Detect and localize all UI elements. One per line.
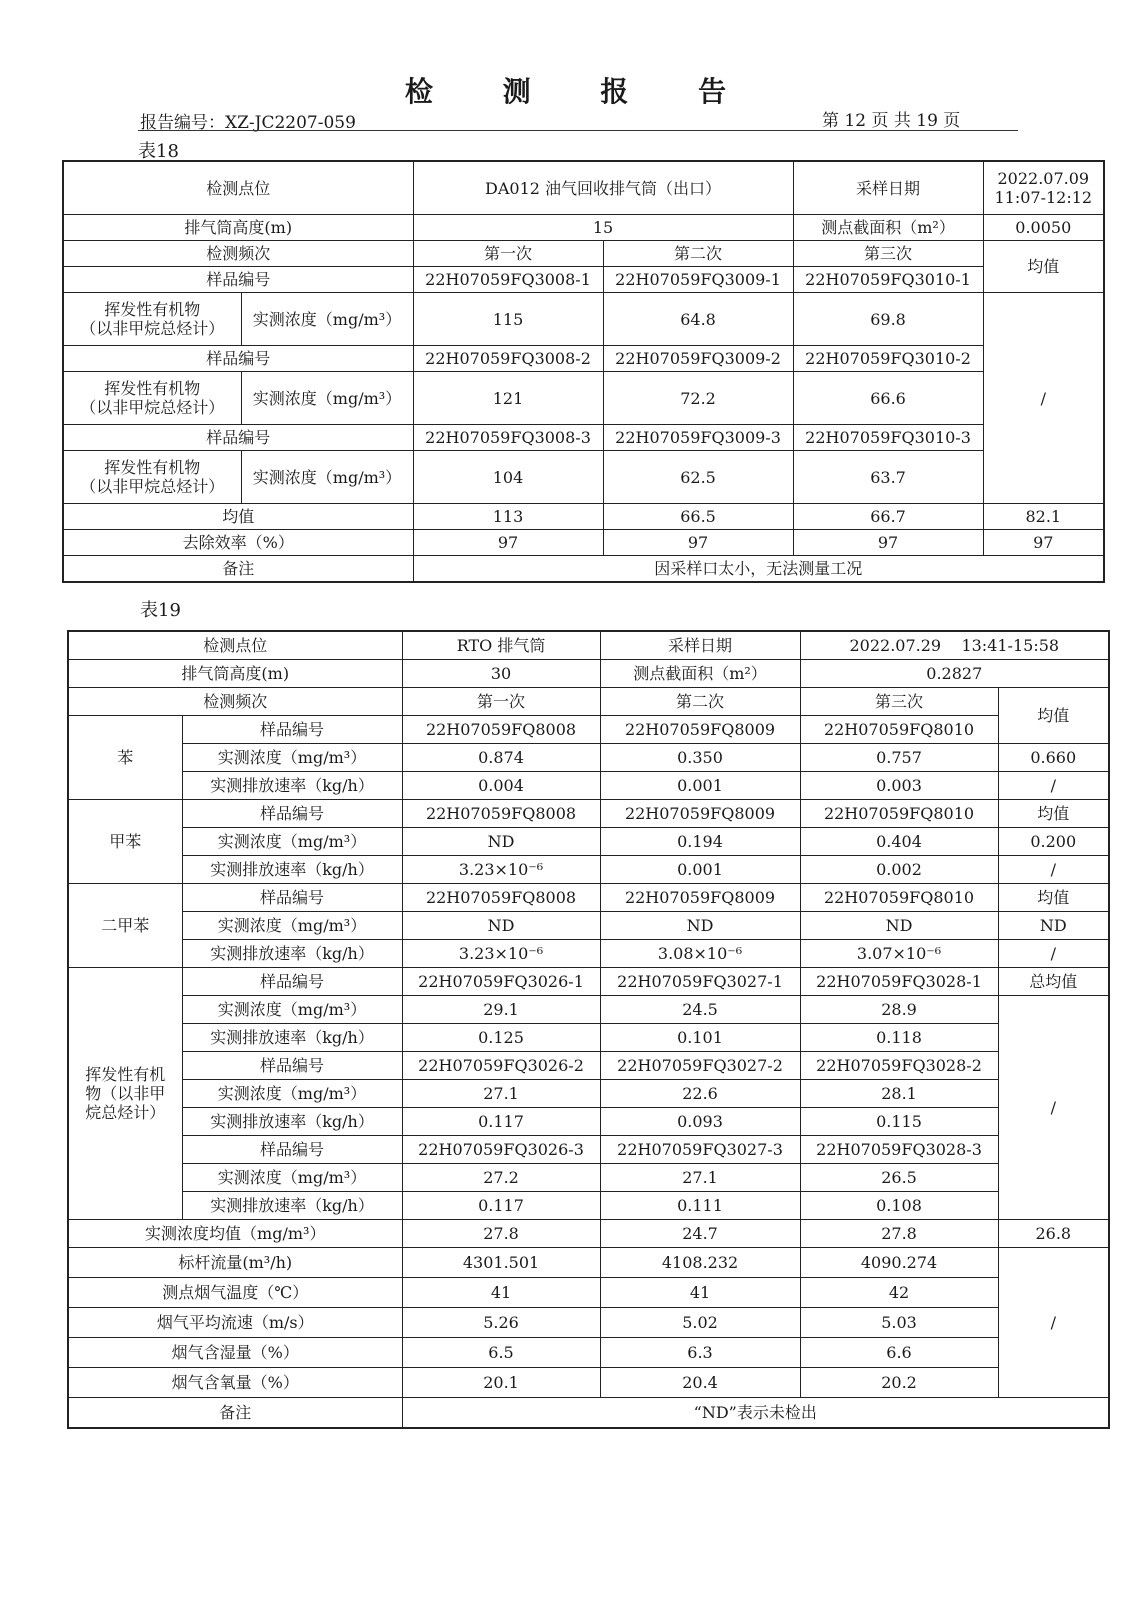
sample-id: 22H07059FQ3008-1 [413,267,603,293]
voc-label-line2: （以非甲烷总烃计） [80,477,225,496]
table-row [63,372,1104,425]
table-row [63,451,1104,504]
height-label: 排气筒高度(m) [68,660,402,688]
rate-label: 实测排放速率（kg/h） [182,1108,402,1136]
conc-mean-overall: 26.8 [998,1220,1109,1248]
rate-value: 0.117 [402,1192,600,1220]
rate-value: 0.115 [800,1108,998,1136]
header-divider [138,130,1018,131]
table-row [68,1052,1109,1080]
voc-label-line3: 烷总烃计） [85,1103,166,1122]
conc-value: 27.1 [600,1164,800,1192]
table18 [62,160,1105,583]
table-row [68,1136,1109,1164]
avg-header: 均值 [983,241,1104,293]
rate-avg-slash: / [998,772,1109,800]
table-row [68,856,1109,884]
conc-value: 0.404 [800,828,998,856]
conc-value: 0.350 [600,744,800,772]
flow-value: 4108.232 [600,1248,800,1278]
table-row [68,1220,1109,1248]
sample-id: 22H07059FQ8010 [800,716,998,744]
total-avg-slash: / [998,996,1109,1220]
sample-id: 22H07059FQ3028-1 [800,968,998,996]
table19 [67,630,1110,1429]
rate-avg-slash: / [998,940,1109,968]
run-1: 第一次 [413,241,603,267]
table-row [63,504,1104,530]
conc-value: 0.874 [402,744,600,772]
sample-label: 样品编号 [63,346,413,372]
conc-mean-value: 27.8 [402,1220,600,1248]
conc-value: 22.6 [600,1080,800,1108]
rate-avg-slash: / [998,856,1109,884]
conc-label: 实测浓度（mg/m³） [182,996,402,1024]
toluene-label: 甲苯 [68,800,182,884]
sample-label: 样品编号 [182,1052,402,1080]
sample-label: 样品编号 [182,1136,402,1164]
table19-caption: 表19 [140,600,181,621]
rate-value: 0.003 [800,772,998,800]
conc-value: 115 [413,293,603,346]
height-value: 30 [402,660,600,688]
rate-value: 0.108 [800,1192,998,1220]
sample-id: 22H07059FQ8008 [402,884,600,912]
sample-id: 22H07059FQ3009-1 [603,267,793,293]
voc-label-line2: （以非甲烷总烃计） [80,319,225,338]
moisture-value: 6.6 [800,1338,998,1368]
conc-value: ND [600,912,800,940]
table-row [63,530,1104,556]
sample-id: 22H07059FQ8008 [402,800,600,828]
conc-avg: ND [998,912,1109,940]
conc-label: 实测浓度（mg/m³） [182,1080,402,1108]
conc-value: 63.7 [793,451,983,504]
voc-label-line1: 挥发性有机物 [104,379,201,398]
sample-id: 22H07059FQ3010-3 [793,425,983,451]
conc-label: 实测浓度（mg/m³） [241,451,413,504]
table-row [68,631,1109,660]
table-row [68,828,1109,856]
rate-value: 3.07×10⁻⁶ [800,940,998,968]
table-row [63,293,1104,346]
date-label: 采样日期 [600,631,800,660]
page-info: 第 12 页 共 19 页 [822,111,961,131]
conc-value: 0.194 [600,828,800,856]
conc-label: 实测浓度（mg/m³） [241,372,413,425]
conc-value: 24.5 [600,996,800,1024]
table-row [68,912,1109,940]
table-row [68,1248,1109,1278]
conc-label: 实测浓度（mg/m³） [182,828,402,856]
voc-label [68,968,182,1220]
sample-label: 样品编号 [63,425,413,451]
removal-value: 97 [793,530,983,556]
date-line: 2022.07.09 [997,169,1090,188]
sample-id: 22H07059FQ3027-3 [600,1136,800,1164]
rate-value: 3.23×10⁻⁶ [402,940,600,968]
conc-mean-value: 24.7 [600,1220,800,1248]
table-row [68,940,1109,968]
table18-caption: 表18 [138,141,179,162]
run-3: 第三次 [800,688,998,716]
rate-value: 0.001 [600,856,800,884]
height-label: 排气筒高度(m) [63,215,413,241]
run-3: 第三次 [793,241,983,267]
sample-id: 22H07059FQ8008 [402,716,600,744]
table-row [68,1338,1109,1368]
removal-value: 97 [413,530,603,556]
sample-id: 22H07059FQ8009 [600,884,800,912]
sample-label: 样品编号 [182,800,402,828]
removal-value: 97 [603,530,793,556]
avg-header: 均值 [998,800,1109,828]
rate-value: 0.111 [600,1192,800,1220]
voc-label [63,293,241,346]
conc-value: ND [800,912,998,940]
sample-id: 22H07059FQ3026-1 [402,968,600,996]
sample-id: 22H07059FQ3010-1 [793,267,983,293]
flow-value: 4301.501 [402,1248,600,1278]
moisture-value: 6.5 [402,1338,600,1368]
run-2: 第二次 [603,241,793,267]
conc-value: 121 [413,372,603,425]
site-value: RTO 排气筒 [402,631,600,660]
table-row [68,1024,1109,1052]
conc-value: 0.757 [800,744,998,772]
removal-label: 去除效率（%） [63,530,413,556]
mean-value: 66.5 [603,504,793,530]
mean-value: 113 [413,504,603,530]
remark-value: “ND”表示未检出 [402,1398,1109,1429]
table-row [68,1368,1109,1398]
sample-id: 22H07059FQ3026-2 [402,1052,600,1080]
site-label: 检测点位 [68,631,402,660]
time-line: 11:07-12:12 [994,188,1093,207]
rate-value: 0.101 [600,1024,800,1052]
avg-header: 均值 [998,884,1109,912]
document-title: 检 测 报 告 [404,75,757,108]
sample-id: 22H07059FQ8010 [800,800,998,828]
date-label: 采样日期 [793,161,983,215]
conc-value: 64.8 [603,293,793,346]
area-label: 测点截面积（m²） [600,660,800,688]
conc-value: 29.1 [402,996,600,1024]
oxygen-value: 20.4 [600,1368,800,1398]
freq-label: 检测频次 [63,241,413,267]
run-1: 第一次 [402,688,600,716]
table-row [68,744,1109,772]
table-row [68,772,1109,800]
temp-value: 41 [600,1278,800,1308]
params-slash: / [998,1248,1109,1398]
site-label: 检测点位 [63,161,413,215]
xylene-label: 二甲苯 [68,884,182,968]
table-row [68,660,1109,688]
area-label: 测点截面积（m²） [793,215,983,241]
sample-id: 22H07059FQ3027-2 [600,1052,800,1080]
oxygen-value: 20.1 [402,1368,600,1398]
rate-value: 0.117 [402,1108,600,1136]
rate-label: 实测排放速率（kg/h） [182,772,402,800]
rate-value: 0.001 [600,772,800,800]
sample-id: 22H07059FQ3008-2 [413,346,603,372]
oxygen-value: 20.2 [800,1368,998,1398]
table-row [68,1278,1109,1308]
conc-avg: 0.200 [998,828,1109,856]
area-value: 0.0050 [983,215,1104,241]
conc-value: 26.5 [800,1164,998,1192]
rate-value: 0.093 [600,1108,800,1136]
table-row [68,688,1109,716]
table-row [68,1080,1109,1108]
rate-label: 实测排放速率（kg/h） [182,940,402,968]
run-2: 第二次 [600,688,800,716]
table-row [68,996,1109,1024]
voc-label-line1: 挥发性有机 [85,1065,166,1084]
conc-value: 72.2 [603,372,793,425]
table-row [68,716,1109,744]
conc-label: 实测浓度（mg/m³） [182,1164,402,1192]
table-row [68,800,1109,828]
conc-value: 69.8 [793,293,983,346]
rate-value: 0.118 [800,1024,998,1052]
sample-id: 22H07059FQ3009-3 [603,425,793,451]
conc-value: 62.5 [603,451,793,504]
mean-label: 均值 [63,504,413,530]
conc-mean-label: 实测浓度均值（mg/m³） [68,1220,402,1248]
mean-value: 66.7 [793,504,983,530]
flow-label: 标杆流量(m³/h) [68,1248,402,1278]
conc-avg: 0.660 [998,744,1109,772]
benzene-label: 苯 [68,716,182,800]
removal-overall: 97 [983,530,1104,556]
conc-label: 实测浓度（mg/m³） [241,293,413,346]
conc-value: 27.2 [402,1164,600,1192]
table-row [68,968,1109,996]
conc-label: 实测浓度（mg/m³） [182,744,402,772]
conc-label: 实测浓度（mg/m³） [182,912,402,940]
sample-id: 22H07059FQ8010 [800,884,998,912]
report-number-value: XZ-JC2207-059 [225,113,356,133]
table-row [68,1108,1109,1136]
conc-value: 104 [413,451,603,504]
report-number-label: 报告编号： [140,113,225,133]
date-value [983,161,1104,215]
table-row [63,346,1104,372]
freq-label: 检测频次 [68,688,402,716]
voc-label-line1: 挥发性有机物 [104,300,201,319]
oxygen-label: 烟气含氧量（%） [68,1368,402,1398]
sample-label: 样品编号 [182,968,402,996]
table-row [63,215,1104,241]
velocity-value: 5.26 [402,1308,600,1338]
sample-id: 22H07059FQ3010-2 [793,346,983,372]
sample-id: 22H07059FQ3026-3 [402,1136,600,1164]
flow-value: 4090.274 [800,1248,998,1278]
remark-label: 备注 [68,1398,402,1429]
table-row [68,1164,1109,1192]
temp-label: 测点烟气温度（℃） [68,1278,402,1308]
conc-value: 28.1 [800,1080,998,1108]
mean-overall: 82.1 [983,504,1104,530]
sample-id: 22H07059FQ8009 [600,716,800,744]
sample-id: 22H07059FQ3028-3 [800,1136,998,1164]
table-row [68,1192,1109,1220]
temp-value: 41 [402,1278,600,1308]
table-row [63,161,1104,215]
table-row [68,1308,1109,1338]
voc-label [63,451,241,504]
conc-value: ND [402,912,600,940]
height-value: 15 [413,215,793,241]
conc-value: ND [402,828,600,856]
sample-id: 22H07059FQ3027-1 [600,968,800,996]
rate-value: 0.125 [402,1024,600,1052]
conc-value: 66.6 [793,372,983,425]
conc-mean-value: 27.8 [800,1220,998,1248]
avg-header: 均值 [998,688,1109,744]
table-row [63,556,1104,583]
rate-value: 0.004 [402,772,600,800]
table-row [68,884,1109,912]
conc-value: 27.1 [402,1080,600,1108]
voc-label-line1: 挥发性有机物 [104,458,201,477]
rate-value: 3.23×10⁻⁶ [402,856,600,884]
sample-id: 22H07059FQ3008-3 [413,425,603,451]
moisture-value: 6.3 [600,1338,800,1368]
rate-label: 实测排放速率（kg/h） [182,1192,402,1220]
remark-label: 备注 [63,556,413,583]
sample-id: 22H07059FQ8009 [600,800,800,828]
sample-label: 样品编号 [182,716,402,744]
sample-id: 22H07059FQ3028-2 [800,1052,998,1080]
conc-value: 28.9 [800,996,998,1024]
voc-label [63,372,241,425]
date-value: 2022.07.29 13:41-15:58 [800,631,1109,660]
table-row [63,267,1104,293]
moisture-label: 烟气含湿量（%） [68,1338,402,1368]
rate-label: 实测排放速率（kg/h） [182,1024,402,1052]
table-row [68,1398,1109,1429]
velocity-label: 烟气平均流速（m/s） [68,1308,402,1338]
voc-label-line2: （以非甲烷总烃计） [80,398,225,417]
sample-label: 样品编号 [182,884,402,912]
voc-label-line2: 物（以非甲 [85,1084,166,1103]
table-row [63,425,1104,451]
avg-slash: / [983,293,1104,504]
site-value: DA012 油气回收排气筒（出口） [413,161,793,215]
rate-value: 3.08×10⁻⁶ [600,940,800,968]
velocity-value: 5.02 [600,1308,800,1338]
velocity-value: 5.03 [800,1308,998,1338]
total-avg-header: 总均值 [998,968,1109,996]
remark-value: 因采样口太小，无法测量工况 [413,556,1104,583]
sample-label: 样品编号 [63,267,413,293]
temp-value: 42 [800,1278,998,1308]
rate-value: 0.002 [800,856,998,884]
area-value: 0.2827 [800,660,1109,688]
rate-label: 实测排放速率（kg/h） [182,856,402,884]
sample-id: 22H07059FQ3009-2 [603,346,793,372]
table-row [63,241,1104,267]
